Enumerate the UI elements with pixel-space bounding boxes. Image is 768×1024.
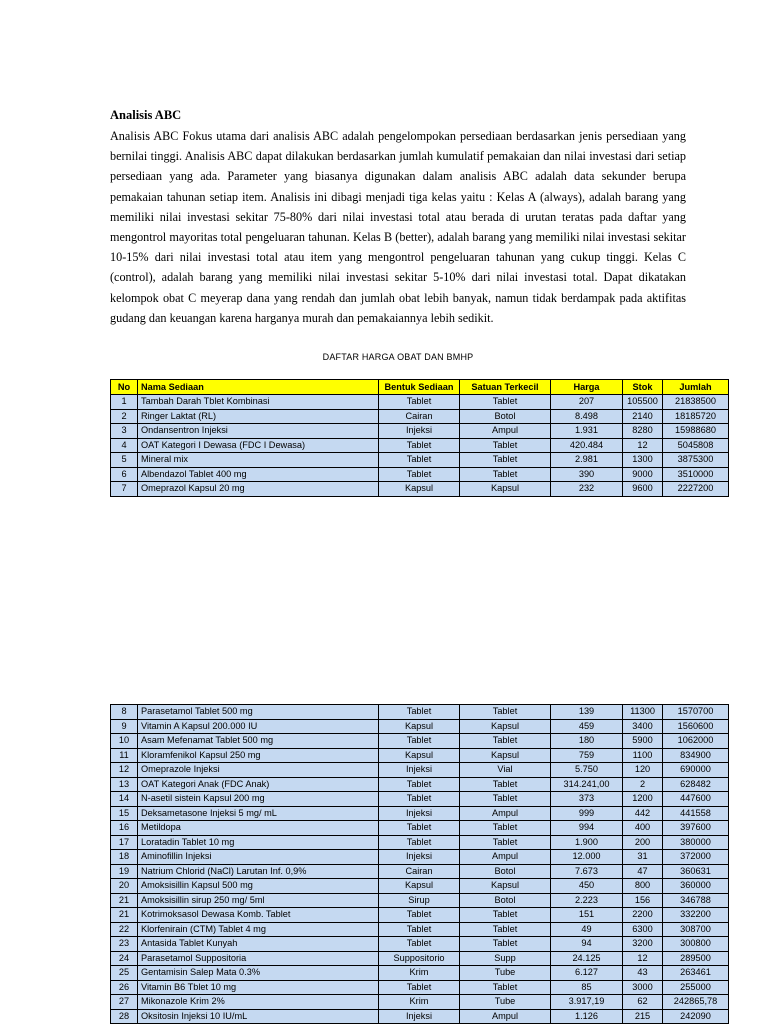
cell-jumlah: 308700: [663, 922, 729, 937]
cell-stok: 47: [623, 864, 663, 879]
cell-jumlah: 441558: [663, 806, 729, 821]
cell-jumlah: 263461: [663, 966, 729, 981]
header-satuan-terkecil: Satuan Terkecil: [460, 380, 551, 395]
cell-no: 12: [111, 763, 138, 778]
cell-jumlah: 380000: [663, 835, 729, 850]
cell-satuan-terkecil: Tablet: [460, 980, 551, 995]
table-row: [111, 893, 729, 908]
cell-nama-sediaan: Ondansentron Injeksi: [138, 424, 379, 439]
cell-harga: 94: [551, 937, 623, 952]
table-row: [111, 879, 729, 894]
table-row: [111, 777, 729, 792]
cell-no: 24: [111, 951, 138, 966]
table-row: [111, 850, 729, 865]
cell-harga: 85: [551, 980, 623, 995]
cell-jumlah: 346788: [663, 893, 729, 908]
cell-jumlah: 15988680: [663, 424, 729, 439]
cell-stok: 5900: [623, 734, 663, 749]
cell-stok: 2140: [623, 409, 663, 424]
cell-harga: 139: [551, 705, 623, 720]
cell-bentuk-sediaan: Tablet: [379, 792, 460, 807]
cell-bentuk-sediaan: Tablet: [379, 705, 460, 720]
cell-no: 3: [111, 424, 138, 439]
cell-no: 23: [111, 937, 138, 952]
cell-harga: 420.484: [551, 438, 623, 453]
cell-bentuk-sediaan: Tablet: [379, 835, 460, 850]
cell-stok: 43: [623, 966, 663, 981]
cell-jumlah: 360631: [663, 864, 729, 879]
cell-harga: 180: [551, 734, 623, 749]
cell-stok: 11300: [623, 705, 663, 720]
cell-no: 20: [111, 879, 138, 894]
cell-stok: 200: [623, 835, 663, 850]
cell-stok: 8280: [623, 424, 663, 439]
cell-no: 15: [111, 806, 138, 821]
cell-stok: 2: [623, 777, 663, 792]
cell-satuan-terkecil: Kapsul: [460, 879, 551, 894]
cell-bentuk-sediaan: Tablet: [379, 777, 460, 792]
cell-bentuk-sediaan: Kapsul: [379, 748, 460, 763]
cell-stok: 31: [623, 850, 663, 865]
cell-bentuk-sediaan: Tablet: [379, 937, 460, 952]
cell-bentuk-sediaan: Tablet: [379, 908, 460, 923]
cell-jumlah: 3510000: [663, 467, 729, 482]
cell-jumlah: 397600: [663, 821, 729, 836]
cell-satuan-terkecil: Tablet: [460, 835, 551, 850]
cell-harga: 314.241,00: [551, 777, 623, 792]
cell-satuan-terkecil: Tablet: [460, 453, 551, 468]
cell-nama-sediaan: Parasetamol Tablet 500 mg: [138, 705, 379, 720]
cell-bentuk-sediaan: Injeksi: [379, 806, 460, 821]
cell-nama-sediaan: Amoksisillin sirup 250 mg/ 5ml: [138, 893, 379, 908]
table-row: [111, 922, 729, 937]
cell-jumlah: 447600: [663, 792, 729, 807]
cell-satuan-terkecil: Tablet: [460, 395, 551, 410]
cell-satuan-terkecil: Kapsul: [460, 482, 551, 497]
cell-satuan-terkecil: Ampul: [460, 806, 551, 821]
cell-nama-sediaan: Natrium Chlorid (NaCl) Larutan Inf. 0,9%: [138, 864, 379, 879]
cell-jumlah: 5045808: [663, 438, 729, 453]
cell-no: 10: [111, 734, 138, 749]
cell-jumlah: 1560600: [663, 719, 729, 734]
cell-satuan-terkecil: Kapsul: [460, 719, 551, 734]
cell-nama-sediaan: Omeprazole Injeksi: [138, 763, 379, 778]
cell-no: 5: [111, 453, 138, 468]
cell-harga: 1.931: [551, 424, 623, 439]
price-table-part2: [110, 704, 729, 1024]
cell-no: 22: [111, 922, 138, 937]
cell-no: 28: [111, 1009, 138, 1024]
cell-nama-sediaan: Parasetamol Suppositoria: [138, 951, 379, 966]
cell-nama-sediaan: Vitamin A Kapsul 200.000 IU: [138, 719, 379, 734]
cell-harga: 12.000: [551, 850, 623, 865]
cell-bentuk-sediaan: Injeksi: [379, 850, 460, 865]
cell-nama-sediaan: Omeprazol Kapsul 20 mg: [138, 482, 379, 497]
cell-nama-sediaan: Loratadin Tablet 10 mg: [138, 835, 379, 850]
table-caption: DAFTAR HARGA OBAT DAN BMHP: [322, 352, 474, 362]
header-bentuk-sediaan: Bentuk Sediaan: [379, 380, 460, 395]
cell-stok: 3000: [623, 980, 663, 995]
cell-no: 1: [111, 395, 138, 410]
cell-stok: 1300: [623, 453, 663, 468]
cell-jumlah: 289500: [663, 951, 729, 966]
cell-nama-sediaan: Asam Mefenamat Tablet 500 mg: [138, 734, 379, 749]
cell-nama-sediaan: Albendazol Tablet 400 mg: [138, 467, 379, 482]
cell-no: 16: [111, 821, 138, 836]
cell-satuan-terkecil: Tablet: [460, 792, 551, 807]
cell-jumlah: 242090: [663, 1009, 729, 1024]
cell-no: 7: [111, 482, 138, 497]
table-row: [111, 792, 729, 807]
cell-harga: 3.917,19: [551, 995, 623, 1010]
cell-satuan-terkecil: Tube: [460, 966, 551, 981]
price-table-part1: [110, 379, 729, 497]
cell-no: 19: [111, 864, 138, 879]
table-row: [111, 482, 729, 497]
cell-harga: 6.127: [551, 966, 623, 981]
cell-satuan-terkecil: Ampul: [460, 1009, 551, 1024]
cell-satuan-terkecil: Tablet: [460, 908, 551, 923]
cell-bentuk-sediaan: Krim: [379, 966, 460, 981]
cell-stok: 62: [623, 995, 663, 1010]
header-nama-sediaan: Nama Sediaan: [138, 380, 379, 395]
cell-bentuk-sediaan: Tablet: [379, 467, 460, 482]
cell-nama-sediaan: OAT Kategori Anak (FDC Anak): [138, 777, 379, 792]
cell-jumlah: 300800: [663, 937, 729, 952]
cell-nama-sediaan: Kotrimoksasol Dewasa Komb. Tablet: [138, 908, 379, 923]
cell-stok: 9000: [623, 467, 663, 482]
table-row: [111, 719, 729, 734]
body-paragraph: Analisis ABC Fokus utama dari analisis ABC adalah pengelompokan persediaan berdasarkan jenis persediaan yang bernilai tinggi. Analisis ABC dapat dilakukan berdasarkan jumlah kumulatif pemakaian dan nilai investasi dari setiap persediaan yang ada. Parameter yang biasanya digunakan dalam analisis ABC adalah data sekunder berupa pemakaian tahunan setiap item. Analisis ini dibagi menjadi tiga kelas yaitu : Kelas A (always), adalah barang yang memiliki nilai investasi sekitar 75-80% dari nilai investasi total atau berada di urutan teratas pada daftar yang mengontrol mayoritas total pengeluaran tahunan. Kelas B (better), adalah barang yang memiliki nilai investasi sekitar 10-15% dari nilai investasi total atau item yang mengontrol pengeluaran tahunan yang cukup tinggi. Kelas C (control), adalah barang yang memiliki nilai investasi sekitar 5-10% dari nilai investasi total. Dapat dikatakan kelompok obat C meyerap dana yang rendah dan jumlah obat lebih banyak, namun tidak berdampak pada aktifitas gudang dan keuangan karena harganya murah dan pemakaiannya lebih sedikit.: [110, 129, 686, 325]
cell-jumlah: 21838500: [663, 395, 729, 410]
cell-nama-sediaan: Mineral mix: [138, 453, 379, 468]
table-row: [111, 966, 729, 981]
cell-stok: 215: [623, 1009, 663, 1024]
cell-stok: 6300: [623, 922, 663, 937]
cell-satuan-terkecil: Tablet: [460, 937, 551, 952]
cell-harga: 1.900: [551, 835, 623, 850]
cell-stok: 12: [623, 438, 663, 453]
cell-stok: 2200: [623, 908, 663, 923]
cell-harga: 459: [551, 719, 623, 734]
cell-harga: 7.673: [551, 864, 623, 879]
cell-harga: 450: [551, 879, 623, 894]
cell-stok: 442: [623, 806, 663, 821]
cell-bentuk-sediaan: Kapsul: [379, 879, 460, 894]
cell-satuan-terkecil: Botol: [460, 409, 551, 424]
cell-nama-sediaan: OAT Kategori I Dewasa (FDC I Dewasa): [138, 438, 379, 453]
cell-bentuk-sediaan: Sirup: [379, 893, 460, 908]
cell-bentuk-sediaan: Kapsul: [379, 482, 460, 497]
cell-stok: 3200: [623, 937, 663, 952]
cell-no: 17: [111, 835, 138, 850]
table-row: [111, 763, 729, 778]
cell-harga: 24.125: [551, 951, 623, 966]
cell-nama-sediaan: Metildopa: [138, 821, 379, 836]
cell-harga: 999: [551, 806, 623, 821]
cell-bentuk-sediaan: Tablet: [379, 395, 460, 410]
cell-no: 6: [111, 467, 138, 482]
table-row: [111, 438, 729, 453]
table-row: [111, 409, 729, 424]
cell-no: 8: [111, 705, 138, 720]
table-body-part2: [111, 705, 729, 1024]
cell-jumlah: 2227200: [663, 482, 729, 497]
cell-nama-sediaan: Mikonazole Krim 2%: [138, 995, 379, 1010]
cell-no: 25: [111, 966, 138, 981]
cell-bentuk-sediaan: Cairan: [379, 864, 460, 879]
table-row: [111, 835, 729, 850]
cell-jumlah: 360000: [663, 879, 729, 894]
cell-no: 14: [111, 792, 138, 807]
table-row: [111, 1009, 729, 1024]
cell-stok: 400: [623, 821, 663, 836]
cell-nama-sediaan: Amoksisillin Kapsul 500 mg: [138, 879, 379, 894]
cell-harga: 151: [551, 908, 623, 923]
cell-jumlah: 255000: [663, 980, 729, 995]
cell-satuan-terkecil: Tablet: [460, 734, 551, 749]
cell-satuan-terkecil: Vial: [460, 763, 551, 778]
table-row: [111, 937, 729, 952]
cell-harga: 207: [551, 395, 623, 410]
cell-nama-sediaan: Vitamin B6 Tblet 10 mg: [138, 980, 379, 995]
cell-no: 11: [111, 748, 138, 763]
cell-no: 9: [111, 719, 138, 734]
cell-harga: 759: [551, 748, 623, 763]
cell-bentuk-sediaan: Injeksi: [379, 763, 460, 778]
cell-satuan-terkecil: Tablet: [460, 821, 551, 836]
cell-harga: 49: [551, 922, 623, 937]
cell-satuan-terkecil: Tablet: [460, 922, 551, 937]
header-harga: Harga: [551, 380, 623, 395]
table-row: [111, 734, 729, 749]
cell-no: 26: [111, 980, 138, 995]
table-row: [111, 821, 729, 836]
table-row: [111, 864, 729, 879]
cell-satuan-terkecil: Ampul: [460, 424, 551, 439]
cell-satuan-terkecil: Tablet: [460, 705, 551, 720]
header-stok: Stok: [623, 380, 663, 395]
cell-harga: 5.750: [551, 763, 623, 778]
cell-satuan-terkecil: Supp: [460, 951, 551, 966]
cell-nama-sediaan: Gentamisin Salep Mata 0.3%: [138, 966, 379, 981]
cell-no: 21: [111, 908, 138, 923]
cell-harga: 373: [551, 792, 623, 807]
cell-stok: 1100: [623, 748, 663, 763]
cell-jumlah: 332200: [663, 908, 729, 923]
cell-harga: 232: [551, 482, 623, 497]
table-row: [111, 980, 729, 995]
table-row: [111, 424, 729, 439]
cell-nama-sediaan: Aminofillin Injeksi: [138, 850, 379, 865]
cell-jumlah: 372000: [663, 850, 729, 865]
cell-nama-sediaan: N-asetil sistein Kapsul 200 mg: [138, 792, 379, 807]
cell-harga: 994: [551, 821, 623, 836]
table-row: [111, 995, 729, 1010]
cell-stok: 120: [623, 763, 663, 778]
cell-nama-sediaan: Kloramfenikol Kapsul 250 mg: [138, 748, 379, 763]
table-row: [111, 951, 729, 966]
cell-harga: 1.126: [551, 1009, 623, 1024]
header-jumlah: Jumlah: [663, 380, 729, 395]
cell-jumlah: 18185720: [663, 409, 729, 424]
cell-bentuk-sediaan: Tablet: [379, 980, 460, 995]
cell-satuan-terkecil: Tube: [460, 995, 551, 1010]
cell-stok: 3400: [623, 719, 663, 734]
cell-stok: 12: [623, 951, 663, 966]
cell-bentuk-sediaan: Tablet: [379, 922, 460, 937]
cell-harga: 2.223: [551, 893, 623, 908]
table-row: [111, 395, 729, 410]
cell-stok: 800: [623, 879, 663, 894]
cell-nama-sediaan: Tambah Darah Tblet Kombinasi: [138, 395, 379, 410]
cell-satuan-terkecil: Botol: [460, 864, 551, 879]
cell-jumlah: 1062000: [663, 734, 729, 749]
cell-no: 27: [111, 995, 138, 1010]
table-row: [111, 806, 729, 821]
cell-bentuk-sediaan: Suppositorio: [379, 951, 460, 966]
section-heading: Analisis ABC: [110, 108, 182, 122]
cell-nama-sediaan: Antasida Tablet Kunyah: [138, 937, 379, 952]
cell-satuan-terkecil: Tablet: [460, 467, 551, 482]
cell-bentuk-sediaan: Tablet: [379, 734, 460, 749]
cell-no: 18: [111, 850, 138, 865]
cell-satuan-terkecil: Tablet: [460, 438, 551, 453]
cell-stok: 9600: [623, 482, 663, 497]
cell-jumlah: 3875300: [663, 453, 729, 468]
cell-satuan-terkecil: Kapsul: [460, 748, 551, 763]
cell-bentuk-sediaan: Injeksi: [379, 1009, 460, 1024]
cell-no: 21: [111, 893, 138, 908]
cell-satuan-terkecil: Botol: [460, 893, 551, 908]
header-no: No: [111, 380, 138, 395]
cell-jumlah: 834900: [663, 748, 729, 763]
cell-no: 4: [111, 438, 138, 453]
cell-jumlah: 690000: [663, 763, 729, 778]
table-row: [111, 453, 729, 468]
cell-satuan-terkecil: Tablet: [460, 777, 551, 792]
cell-harga: 2.981: [551, 453, 623, 468]
cell-bentuk-sediaan: Krim: [379, 995, 460, 1010]
cell-jumlah: 628482: [663, 777, 729, 792]
cell-nama-sediaan: Oksitosin Injeksi 10 IU/mL: [138, 1009, 379, 1024]
cell-harga: 390: [551, 467, 623, 482]
cell-jumlah: 1570700: [663, 705, 729, 720]
cell-bentuk-sediaan: Tablet: [379, 821, 460, 836]
cell-no: 2: [111, 409, 138, 424]
cell-stok: 1200: [623, 792, 663, 807]
cell-nama-sediaan: Deksametasone Injeksi 5 mg/ mL: [138, 806, 379, 821]
cell-bentuk-sediaan: Tablet: [379, 453, 460, 468]
cell-stok: 105500: [623, 395, 663, 410]
table-row: [111, 908, 729, 923]
cell-bentuk-sediaan: Cairan: [379, 409, 460, 424]
cell-no: 13: [111, 777, 138, 792]
cell-satuan-terkecil: Ampul: [460, 850, 551, 865]
cell-jumlah: 242865,78: [663, 995, 729, 1010]
table-row: [111, 705, 729, 720]
cell-bentuk-sediaan: Tablet: [379, 438, 460, 453]
cell-bentuk-sediaan: Kapsul: [379, 719, 460, 734]
cell-nama-sediaan: Klorfenirain (CTM) Tablet 4 mg: [138, 922, 379, 937]
table-row: [111, 748, 729, 763]
cell-harga: 8.498: [551, 409, 623, 424]
table-row: [111, 467, 729, 482]
cell-stok: 156: [623, 893, 663, 908]
table-header-row: [111, 380, 729, 395]
table-body-part1: [111, 395, 729, 497]
cell-bentuk-sediaan: Injeksi: [379, 424, 460, 439]
cell-nama-sediaan: Ringer Laktat (RL): [138, 409, 379, 424]
